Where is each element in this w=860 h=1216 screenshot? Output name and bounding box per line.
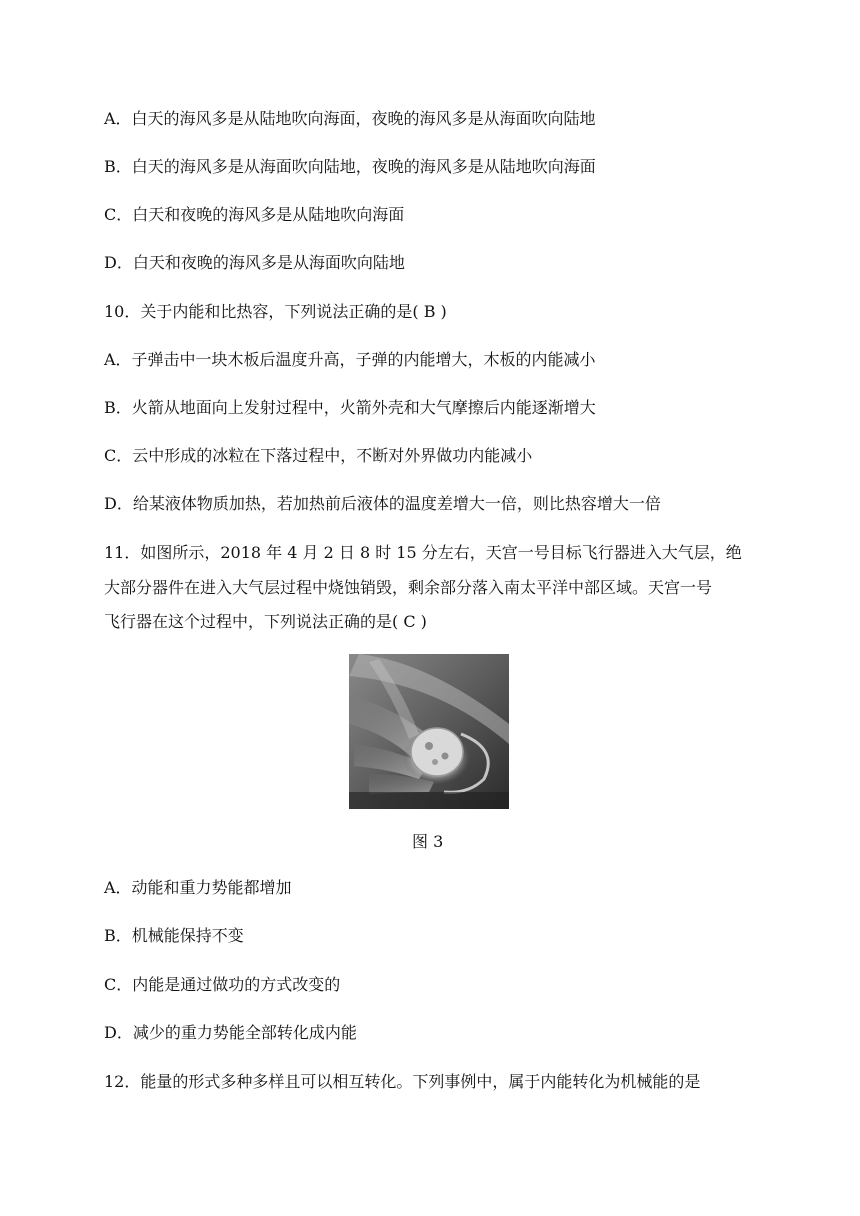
figure-caption: 图 3 bbox=[412, 832, 444, 851]
q9-option-d: D．白天和夜晚的海风多是从海面吹向陆地 bbox=[104, 253, 405, 272]
q9-option-b: B．白天的海风多是从海面吹向陆地，夜晚的海风多是从陆地吹向海面 bbox=[104, 157, 596, 176]
q11-stem-line-3: 飞行器在这个过程中，下列说法正确的是( C ) bbox=[104, 612, 427, 631]
q12-stem: 12．能量的形式多种多样且可以相互转化。下列事例中，属于内能转化为机械能的是 bbox=[104, 1072, 701, 1091]
q11-option-c: C．内能是通过做功的方式改变的 bbox=[104, 975, 341, 994]
q10-stem: 10．关于内能和比热容，下列说法正确的是( B ) bbox=[104, 302, 447, 321]
q11-option-d: D．减少的重力势能全部转化成内能 bbox=[104, 1023, 357, 1042]
q11-option-a: A．动能和重力势能都增加 bbox=[104, 878, 292, 897]
q11-stem-line-1: 11．如图所示，2018 年 4 月 2 日 8 时 15 分左右，天宫一号目标飞行器进入大气层，绝 bbox=[104, 543, 742, 562]
q11-option-b: B．机械能保持不变 bbox=[104, 926, 244, 945]
q10-option-a: A．子弹击中一块木板后温度升高，子弹的内能增大，木板的内能减小 bbox=[104, 350, 596, 369]
q10-option-b: B．火箭从地面向上发射过程中，火箭外壳和大气摩擦后内能逐渐增大 bbox=[104, 398, 596, 417]
q10-option-d: D．给某液体物质加热，若加热前后液体的温度差增大一倍，则比热容增大一倍 bbox=[104, 494, 661, 513]
tiangong-reentry-photo bbox=[349, 654, 509, 809]
q11-stem-line-2: 大部分器件在进入大气层过程中烧蚀销毁，剩余部分落入南太平洋中部区域。天宫一号 bbox=[104, 578, 713, 597]
q9-option-c: C．白天和夜晚的海风多是从陆地吹向海面 bbox=[104, 205, 405, 224]
q10-option-c: C．云中形成的冰粒在下落过程中，不断对外界做功内能减小 bbox=[104, 446, 533, 465]
q9-option-a: A．白天的海风多是从陆地吹向海面，夜晚的海风多是从海面吹向陆地 bbox=[104, 109, 596, 128]
